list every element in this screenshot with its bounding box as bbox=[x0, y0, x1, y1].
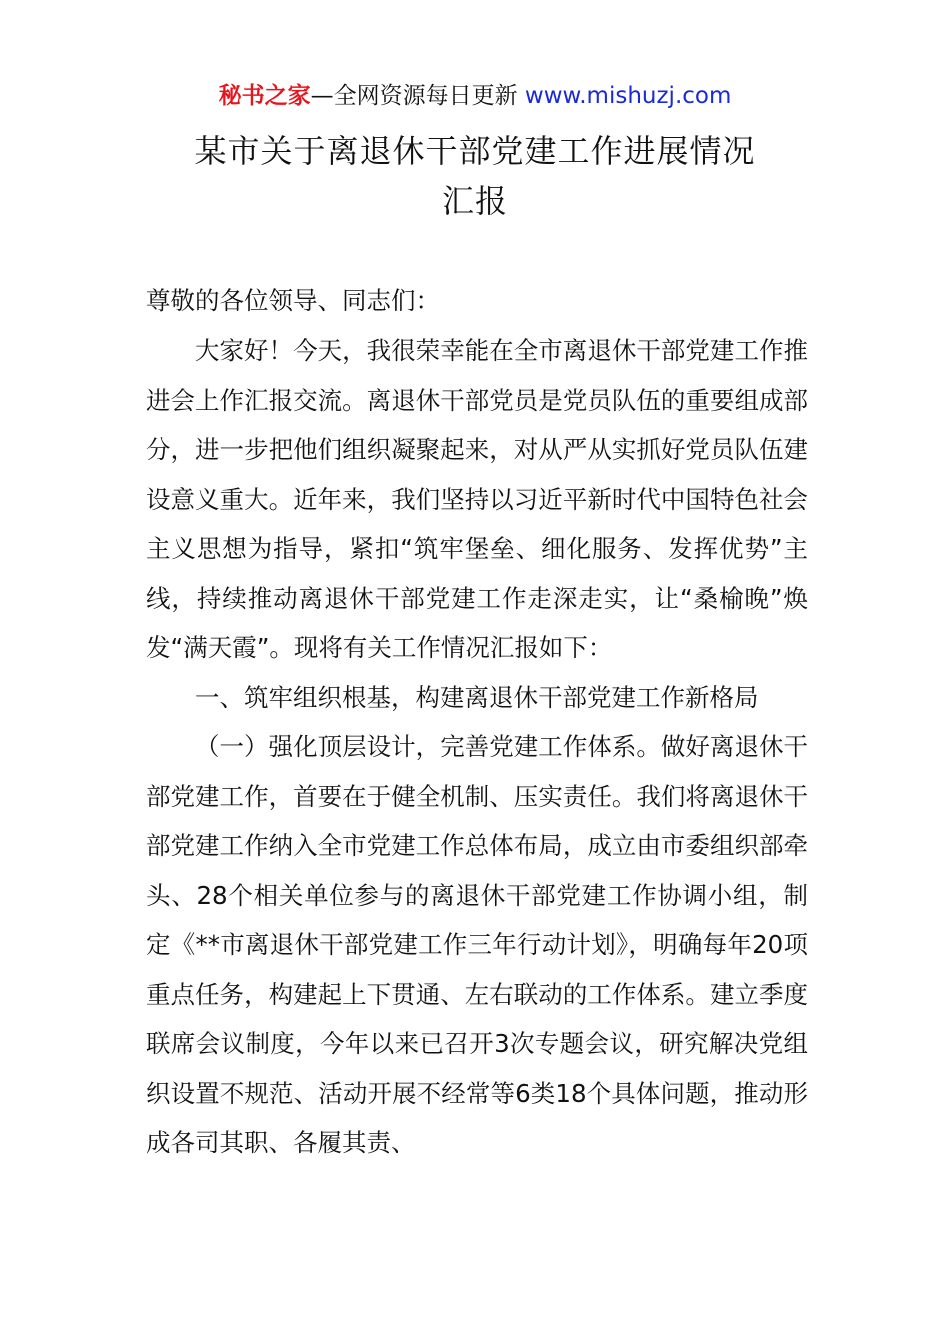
section-1-subsection-1: （一）强化顶层设计，完善党建工作体系。做好离退休干部党建工作，首要在于健全机制、压实责任。我们将离退休干部党建工作纳入全市党建工作总体布局，成立由市委组织部牵头、28个相关单位参与的离退休干部党建工作协调小组，制定《**市离退休干部党建工作三年行动计划》，明确每年20项重点任务，构建起上下贯通、左右联动的工作体系。建立季度联席会议制度，今年以来已召开3次专题会议，研究解决党组织设置不规范、活动开展不经常等6类18个具体问题，推动形成各司其职、各履其责、 bbox=[146, 732, 808, 1157]
site-header bbox=[0, 80, 950, 112]
title-line-2: 汇报 bbox=[441, 182, 508, 220]
salutation: 尊敬的各位领导、同志们： bbox=[146, 286, 440, 315]
title-line-1: 某市关于离退休干部党建工作进展情况 bbox=[194, 132, 756, 170]
header-tagline: —全网资源每日更新 bbox=[310, 83, 525, 109]
section-1-heading: 一、筑牢组织根基，构建离退休干部党建工作新格局 bbox=[195, 682, 759, 712]
intro-paragraph: 大家好！今天，我很荣幸能在全市离退休干部党建工作推进会上作汇报交流。离退休干部党员是党员队伍的重要组成部分，进一步把他们组织凝聚起来，对从严从实抓好党员队伍建设意义重大。近年来，我们坚持以习近平新时代中国特色社会主义思想为指导，紧扣“筑牢堡垒、细化服务、发挥优势”主线，持续推动离退休干部党建工作走深走实，让“桑榆晚”焕发“满天霞”。现将有关工作情况汇报如下： bbox=[146, 336, 808, 662]
brand-name[interactable]: 秘书之家 bbox=[218, 83, 311, 109]
site-url-link[interactable]: www.mishuzj.com bbox=[524, 83, 732, 109]
document-body bbox=[146, 326, 808, 1168]
document-title bbox=[0, 126, 950, 226]
